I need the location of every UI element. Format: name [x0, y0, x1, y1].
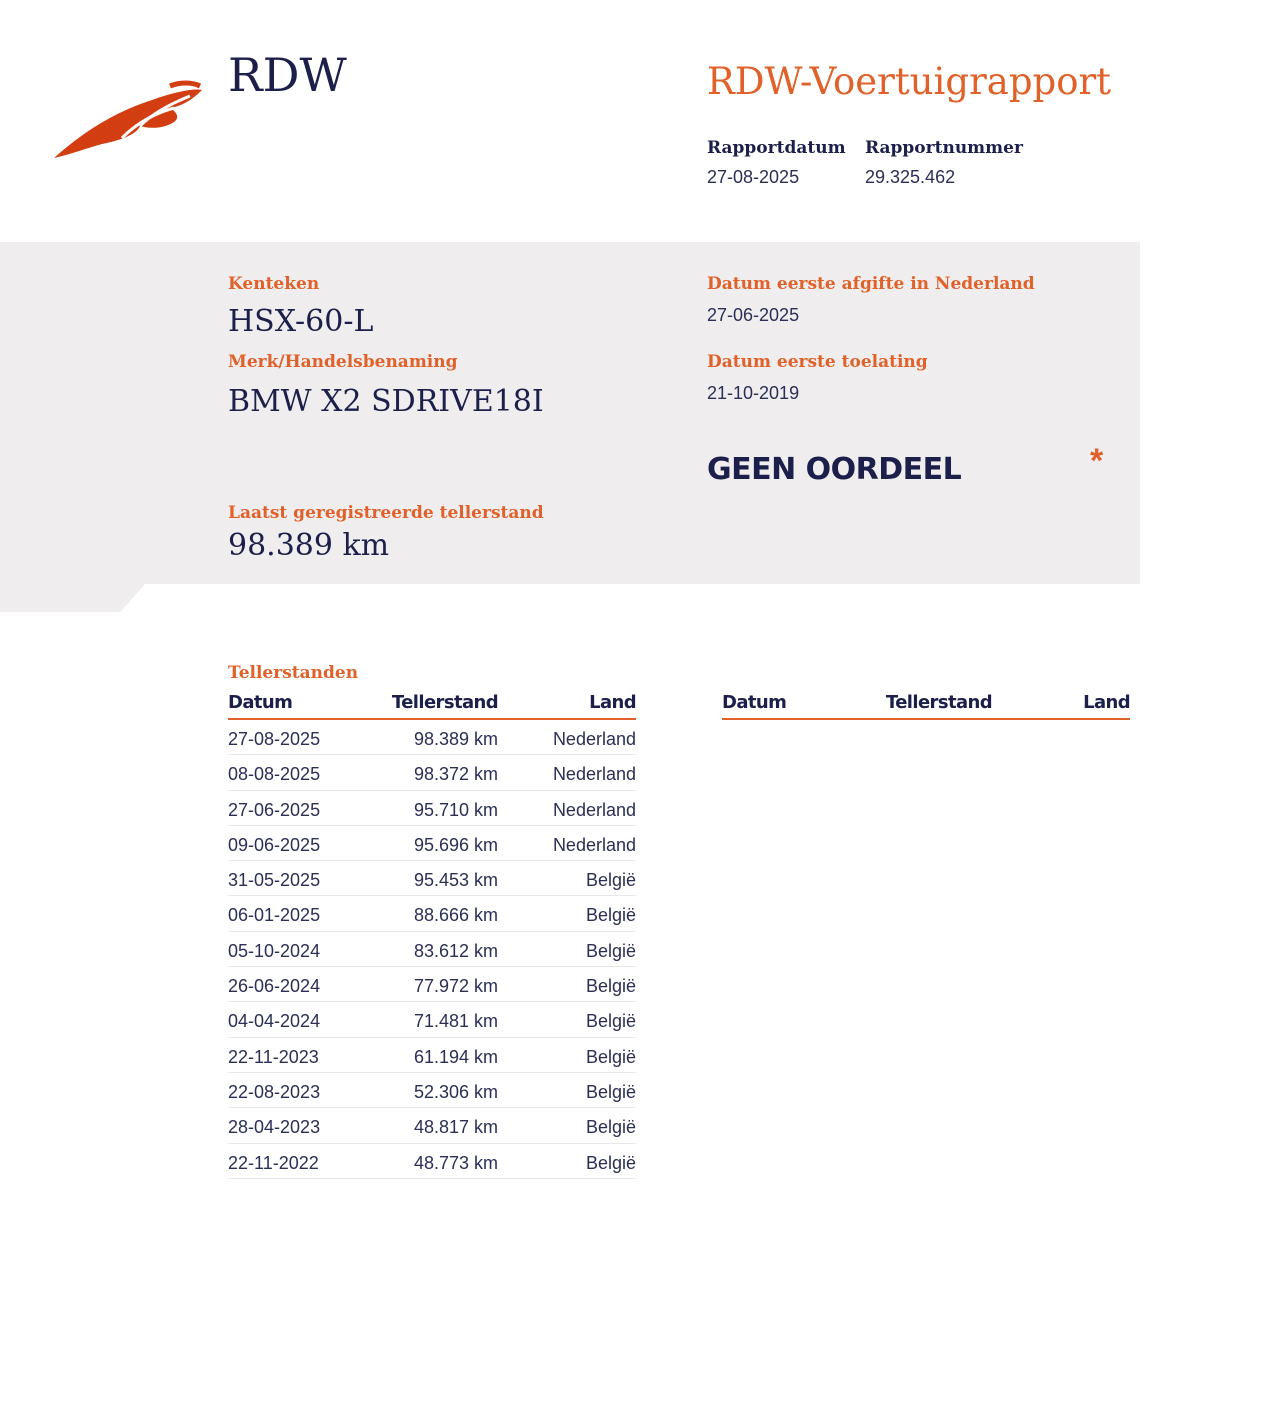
cell-odometer: 52.306 km [413, 1081, 498, 1102]
cell-date: 27-06-2025 [228, 799, 321, 820]
table-row [228, 1144, 636, 1179]
cell-odometer: 95.710 km [413, 799, 498, 820]
readings-table-left [228, 692, 636, 1179]
column-country: Land [1083, 692, 1130, 713]
verdict: GEEN OORDEEL [707, 452, 962, 487]
rdw-feather-logo-icon [52, 78, 207, 160]
cell-date: 22-08-2023 [228, 1081, 321, 1102]
cell-date: 04-04-2024 [228, 1011, 321, 1032]
table-body [228, 720, 636, 1179]
cell-date: 22-11-2022 [228, 1152, 319, 1173]
cell-country: België [585, 940, 636, 961]
table-row [228, 1073, 636, 1108]
cell-odometer: 48.773 km [413, 1152, 498, 1173]
first-nl-value: 27-06-2025 [707, 305, 800, 325]
first-admission-value: 21-10-2019 [707, 383, 800, 403]
cell-date: 26-06-2024 [228, 976, 321, 997]
brand-name: RDW [228, 48, 347, 102]
cell-country: België [585, 1081, 636, 1102]
cell-country: België [585, 1117, 636, 1138]
cell-odometer: 83.612 km [413, 940, 498, 961]
cell-date: 05-10-2024 [228, 940, 321, 961]
cell-odometer: 95.453 km [413, 870, 498, 891]
cell-country: België [585, 976, 636, 997]
cell-odometer: 98.389 km [413, 729, 498, 749]
summary-band-tab [0, 584, 145, 612]
table-row [228, 1108, 636, 1143]
report-number-label: Rapportnummer [865, 138, 1023, 158]
table-row [228, 755, 636, 790]
cell-date: 28-04-2023 [228, 1117, 321, 1138]
cell-odometer: 48.817 km [413, 1117, 498, 1138]
readings-title: Tellerstanden [228, 663, 359, 683]
cell-odometer: 95.696 km [413, 834, 498, 855]
report-date-label: Rapportdatum [707, 138, 846, 158]
column-odometer: Tellerstand [391, 692, 498, 713]
cell-date: 08-08-2025 [228, 764, 321, 785]
readings-table-right [722, 692, 1130, 720]
cell-date: 09-06-2025 [228, 834, 321, 855]
report-number: 29.325.462 [865, 167, 956, 187]
plate-value: HSX-60-L [228, 304, 374, 339]
table-row [228, 826, 636, 861]
table-row [228, 1002, 636, 1037]
make-label: Merk/Handelsbenaming [228, 352, 458, 372]
table-row [228, 1038, 636, 1073]
plate-label: Kenteken [228, 274, 320, 294]
odometer-value: 98.389 km [228, 528, 390, 563]
cell-country: Nederland [552, 729, 636, 749]
cell-odometer: 98.372 km [413, 764, 498, 785]
column-date: Datum [722, 692, 787, 713]
first-admission-label: Datum eerste toelating [707, 352, 928, 372]
make-value: BMW X2 SDRIVE18I [228, 384, 544, 419]
cell-date: 27-08-2025 [228, 729, 321, 749]
verdict-footnote-marker: * [1090, 442, 1104, 480]
table-row [228, 861, 636, 896]
cell-country: België [585, 870, 636, 891]
report-date: 27-08-2025 [707, 167, 800, 187]
cell-country: België [585, 1011, 636, 1032]
column-odometer: Tellerstand [885, 692, 992, 713]
table-row [228, 932, 636, 967]
cell-odometer: 61.194 km [413, 1046, 498, 1067]
cell-odometer: 88.666 km [413, 905, 498, 926]
cell-date: 06-01-2025 [228, 905, 321, 926]
column-date: Datum [228, 692, 293, 713]
table-row [228, 896, 636, 931]
cell-date: 31-05-2025 [228, 870, 321, 891]
cell-country: België [585, 1152, 636, 1173]
odometer-label: Laatst geregistreerde tellerstand [228, 503, 544, 523]
cell-country: Nederland [552, 834, 636, 855]
table-row [228, 967, 636, 1002]
table-header [722, 692, 1130, 720]
table-header [228, 692, 636, 720]
cell-country: Nederland [552, 764, 636, 785]
table-row [228, 791, 636, 826]
cell-date: 22-11-2023 [228, 1046, 319, 1067]
cell-country: België [585, 1046, 636, 1067]
cell-country: Nederland [552, 799, 636, 820]
cell-odometer: 71.481 km [413, 1011, 498, 1032]
table-row [228, 720, 636, 755]
first-nl-label: Datum eerste afgifte in Nederland [707, 274, 1035, 294]
column-country: Land [589, 692, 636, 713]
report-title: RDW-Voertuigrapport [707, 60, 1112, 103]
cell-odometer: 77.972 km [413, 976, 498, 997]
cell-country: België [585, 905, 636, 926]
